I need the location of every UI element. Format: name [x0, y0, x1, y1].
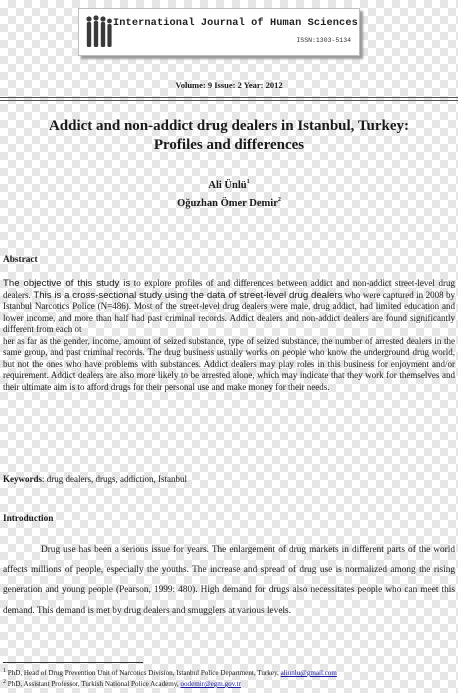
author-2-name: Oğuzhan Ömer Demir [177, 198, 278, 209]
author-2 [0, 198, 458, 209]
introduction-paragraph: Drug use has been a serious issue for years. The enlargement of drug markets in different parts of the world affects millions of people, especially the youths. The increase and spread of drug use is normalized among the rising generation and young people (Pearson, 1999: 480). High demand for drugs also necessitates people who can meet this demand. This demand is met by drug dealers and smugglers at various levels. [3, 545, 455, 616]
abstract-sentence-2: who were captured in 2008 by Istanbul Narcotics Police (N=486). Most of the street-level drug dealers were male, drug addict, had limited education and lower income, and more than half had past criminal records. Addict dealers and non-addict dealers are found significantly different from each ot [3, 289, 455, 334]
footnote-2-email-link[interactable]: oodemir@egm.gov.tr [180, 680, 241, 688]
keywords-label: Keywords [3, 474, 42, 484]
introduction-heading: Introduction [3, 514, 54, 524]
author-1-footnote-mark: 1 [246, 179, 250, 185]
header-divider [0, 97, 458, 98]
journal-title: International Journal of Human Sciences [113, 17, 358, 29]
footnote-2-mark: 2 [3, 679, 6, 685]
abstract-body [3, 278, 455, 393]
footnote-2-text: PhD, Assistant Professor, Turkish National Police Academy, [6, 680, 181, 688]
journal-logo-icon [85, 13, 113, 49]
footnote-1-text: PhD, Head of Drug Prevention Unit of Narcotics Division, Istanbul Police Department, Turkey, [6, 669, 281, 677]
abstract-paragraph-1 [3, 278, 455, 336]
author-2-footnote-mark: 2 [277, 197, 281, 203]
journal-header [78, 8, 360, 56]
abstract-heading: Abstract [3, 255, 38, 265]
author-1-name: Ali Ünlü [208, 180, 247, 191]
footnote-divider [3, 662, 143, 663]
footnote-1 [3, 669, 455, 677]
paper-title-line-1: Addict and non-addict drug dealers in Istanbul, Turkey: [48, 118, 410, 134]
introduction-body [3, 540, 455, 621]
abstract-sentence-1-sans: The objective of this study is [3, 278, 131, 289]
abstract-sentence-2-sans: This is a cross-sectional study using the data of street-level drug dealers [30, 289, 343, 301]
footnote-1-mark: 1 [3, 668, 6, 674]
volume-line: Volume: 9 Issue: 2 Year: 2012 [175, 80, 283, 90]
abstract-paragraph-2: her as far as the gender, income, amount of seized substance, type of seized substance, the number of arrested dealers in the same group, and past criminal records. The drug business usually works on people who know the underground drug world, but not the ones who have problems with substances. Addict dealers may play roles in this business for enjoyment and/or requirement. Addict dealers are also more likely to be arrested alone, which may indicate that they work for themselves and their ultimate aim is to afford drugs for their personal use and make money for their needs. [3, 335, 455, 392]
header-divider-second [0, 100, 458, 101]
paper-title-line-2: Profiles and differences [153, 137, 305, 153]
issn-label: ISSN:1303-5134 [296, 37, 351, 44]
keywords-text: : drug dealers, drugs, addiction, Istanbul [42, 474, 187, 484]
author-1 [0, 180, 458, 191]
paper-title [4, 117, 454, 155]
abstract-sentence-1: to explore profiles of and differences between addict and non-addict street-level drug dealers. [3, 278, 456, 300]
footnote-1-email-link[interactable]: aliunlu@gmail.com [280, 669, 337, 677]
footnote-2 [3, 680, 455, 688]
keywords [3, 474, 455, 484]
